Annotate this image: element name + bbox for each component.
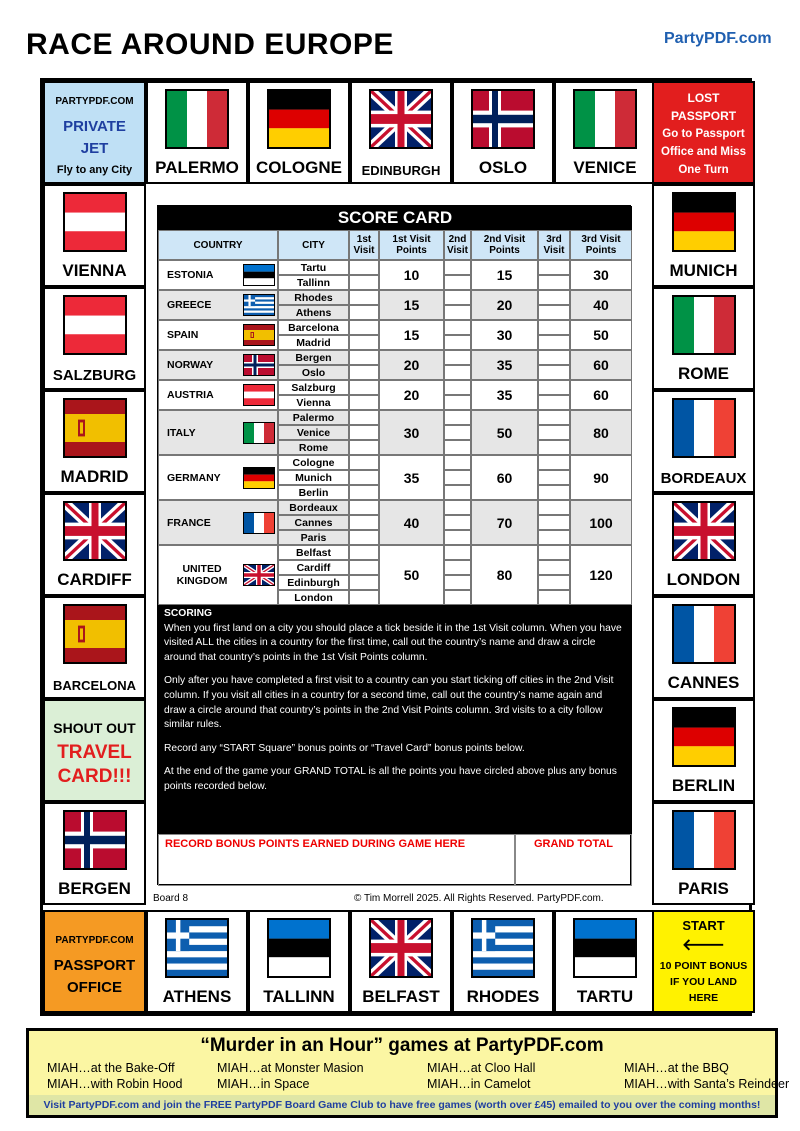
city-name: MUNICH <box>669 261 738 280</box>
flag-austria-icon <box>243 384 275 406</box>
p3-points[interactable]: 40 <box>570 290 632 320</box>
country-cell <box>158 290 278 320</box>
left-col-cardiff-square[interactable] <box>43 493 146 596</box>
city-name: MADRID <box>60 467 129 486</box>
flag-austria-icon <box>63 192 127 252</box>
country-cell <box>158 350 278 380</box>
flag-greece-icon <box>165 918 229 978</box>
bottom-row-belfast-square[interactable] <box>350 910 452 1013</box>
copyright: © Tim Morrell 2025. All Rights Reserved. PartyPDF.com. <box>354 893 604 904</box>
brand-link[interactable]: PartyPDF.com <box>664 30 772 47</box>
country-name: AUSTRIA <box>167 389 214 401</box>
private-jet-line1: PARTYPDF.COM <box>55 96 134 107</box>
second-visit-checkbox[interactable] <box>444 260 471 275</box>
first-visit-checkbox[interactable] <box>349 395 379 410</box>
flag-estonia-icon <box>267 918 331 978</box>
left-col-bergen-square[interactable] <box>43 802 146 905</box>
city-name: VENICE <box>573 158 637 177</box>
banner-game-link[interactable]: MIAH…in Camelot <box>427 1077 531 1091</box>
start-arrow: 🡐 <box>682 937 725 954</box>
flag-estonia-icon <box>573 918 637 978</box>
lost-passport-line3: Go to Passport <box>662 128 745 140</box>
city-cell: Belfast <box>278 545 349 560</box>
third-visit-checkbox[interactable] <box>538 290 570 305</box>
country-cell <box>158 455 278 500</box>
p1-points[interactable]: 20 <box>379 380 444 410</box>
flag-italy-icon <box>672 295 736 355</box>
city-cell: Bordeaux <box>278 500 349 515</box>
left-col-barcelona-square[interactable] <box>43 596 146 699</box>
header-country: COUNTRY <box>158 230 278 260</box>
first-visit-checkbox[interactable] <box>349 575 379 590</box>
passport-office-line2: PASSPORT <box>53 957 136 974</box>
lost-passport-line1: LOST <box>687 91 720 105</box>
country-name: UNITED KINGDOM <box>176 563 228 587</box>
second-visit-checkbox[interactable] <box>444 320 471 335</box>
flag-spain-icon <box>243 324 275 346</box>
city-name: CARDIFF <box>57 570 132 589</box>
header-p2: 2nd Visit Points <box>471 230 538 260</box>
country-cell <box>158 260 278 290</box>
city-name: ROME <box>678 364 729 383</box>
flag-uk-icon <box>672 501 736 561</box>
third-visit-checkbox[interactable] <box>538 545 570 560</box>
third-visit-checkbox[interactable] <box>538 590 570 605</box>
country-name: ITALY <box>167 426 196 439</box>
p3-points[interactable]: 80 <box>570 410 632 455</box>
flag-germany-icon <box>672 192 736 252</box>
grand-total-box[interactable] <box>515 834 632 886</box>
lost-passport-line4: Office and Miss <box>661 146 746 158</box>
city-cell: Bergen <box>278 350 349 365</box>
flag-italy-icon <box>573 89 637 149</box>
p3-points[interactable]: 60 <box>570 350 632 380</box>
right-col-rome-square[interactable] <box>652 287 755 390</box>
city-cell: Paris <box>278 530 349 545</box>
lost-passport-line2: PASSPORT <box>670 109 737 123</box>
p2-points[interactable]: 50 <box>471 410 538 455</box>
flag-italy-icon <box>165 89 229 149</box>
country-name: NORWAY <box>167 359 214 371</box>
city-cell: Salzburg <box>278 380 349 395</box>
city-name: PARIS <box>678 879 729 898</box>
left-col-vienna-square[interactable] <box>43 184 146 287</box>
city-cell: Rhodes <box>278 290 349 305</box>
third-visit-checkbox[interactable] <box>538 515 570 530</box>
city-name: CANNES <box>667 673 740 692</box>
third-visit-checkbox[interactable] <box>538 350 570 365</box>
third-visit-checkbox[interactable] <box>538 500 570 515</box>
p2-points[interactable]: 80 <box>471 545 538 605</box>
banner-game-link[interactable]: MIAH…at Cloo Hall <box>427 1061 536 1075</box>
header-v2: 2nd Visit <box>444 230 471 260</box>
flag-france-icon <box>672 604 736 664</box>
private-jet-line3: JET <box>80 140 109 157</box>
second-visit-checkbox[interactable] <box>444 365 471 380</box>
city-name: BARCELONA <box>52 678 137 693</box>
right-col-berlin-square[interactable] <box>652 699 755 802</box>
second-visit-checkbox[interactable] <box>444 545 471 560</box>
p2-points[interactable]: 30 <box>471 320 538 350</box>
city-cell: Cannes <box>278 515 349 530</box>
city-name: TARTU <box>576 987 634 1006</box>
header-p1: 1st Visit Points <box>379 230 444 260</box>
city-name: BORDEAUX <box>660 470 747 487</box>
right-col-london-square[interactable] <box>652 493 755 596</box>
city-cell: Madrid <box>278 335 349 350</box>
third-visit-checkbox[interactable] <box>538 365 570 380</box>
third-visit-checkbox[interactable] <box>538 305 570 320</box>
p1-points[interactable]: 35 <box>379 455 444 500</box>
city-cell: Munich <box>278 470 349 485</box>
country-name: SPAIN <box>167 329 199 341</box>
city-cell: London <box>278 590 349 605</box>
city-cell: Venice <box>278 425 349 440</box>
city-cell: Cardiff <box>278 560 349 575</box>
third-visit-checkbox[interactable] <box>538 485 570 500</box>
city-name: TALLINN <box>263 987 335 1006</box>
third-visit-checkbox[interactable] <box>538 560 570 575</box>
bonus-points-label: RECORD BONUS POINTS EARNED DURING GAME HERE <box>165 838 466 850</box>
third-visit-checkbox[interactable] <box>538 440 570 455</box>
p1-points[interactable]: 30 <box>379 410 444 455</box>
third-visit-checkbox[interactable] <box>538 320 570 335</box>
passport-office-line1: PARTYPDF.COM <box>55 935 134 946</box>
right-col-paris-square[interactable] <box>652 802 755 905</box>
third-visit-checkbox[interactable] <box>538 395 570 410</box>
p2-points[interactable]: 60 <box>471 455 538 500</box>
p3-points[interactable]: 50 <box>570 320 632 350</box>
private-jet-line4: Fly to any City <box>56 164 133 176</box>
first-visit-checkbox[interactable] <box>349 545 379 560</box>
country-name: GREECE <box>167 299 212 311</box>
private-jet-square[interactable] <box>43 81 146 184</box>
start-line4: HERE <box>688 992 719 1004</box>
banner-game-link[interactable]: MIAH…at the BBQ <box>624 1061 729 1075</box>
first-visit-checkbox[interactable] <box>349 260 379 275</box>
country-cell <box>158 410 278 455</box>
third-visit-checkbox[interactable] <box>538 410 570 425</box>
flag-austria-icon <box>63 295 127 355</box>
lost-passport-line5: One Turn <box>678 164 729 176</box>
flag-uk-icon <box>369 918 433 978</box>
city-cell: Berlin <box>278 485 349 500</box>
first-visit-checkbox[interactable] <box>349 485 379 500</box>
top-row-edinburgh-square[interactable] <box>350 81 452 184</box>
score-card <box>157 205 631 885</box>
p2-points[interactable]: 70 <box>471 500 538 545</box>
flag-norway-icon <box>243 354 275 376</box>
flag-uk-icon <box>243 564 275 586</box>
start-line3: IF YOU LAND <box>670 976 737 988</box>
first-visit-checkbox[interactable] <box>349 470 379 485</box>
second-visit-checkbox[interactable] <box>444 425 471 440</box>
second-visit-checkbox[interactable] <box>444 575 471 590</box>
p2-points[interactable]: 35 <box>471 350 538 380</box>
city-name: RHODES <box>466 987 540 1006</box>
scoring-paragraph: Record any “START Square” bonus points or “Travel Card” bonus points below. <box>164 742 525 754</box>
second-visit-checkbox[interactable] <box>444 335 471 350</box>
bottom-row-tartu-square[interactable] <box>554 910 656 1013</box>
header-v3: 3rd Visit <box>538 230 570 260</box>
second-visit-checkbox[interactable] <box>444 590 471 605</box>
right-col-munich-square[interactable] <box>652 184 755 287</box>
p1-points[interactable]: 50 <box>379 545 444 605</box>
passport-office-square[interactable] <box>43 910 146 1013</box>
banner-game-link[interactable]: MIAH…in Space <box>217 1077 310 1091</box>
second-visit-checkbox[interactable] <box>444 380 471 395</box>
left-col-salzburg-square[interactable] <box>43 287 146 390</box>
travel-card-line1: SHOUT OUT <box>53 720 136 736</box>
first-visit-checkbox[interactable] <box>349 380 379 395</box>
flag-germany-icon <box>267 89 331 149</box>
city-cell: Tallinn <box>278 275 349 290</box>
p3-points[interactable]: 100 <box>570 500 632 545</box>
second-visit-checkbox[interactable] <box>444 410 471 425</box>
header-v1: 1st Visit <box>349 230 379 260</box>
first-visit-checkbox[interactable] <box>349 425 379 440</box>
flag-france-icon <box>672 810 736 870</box>
flag-germany-icon <box>243 467 275 489</box>
scoring-paragraph: When you first land on a city you should place a tick beside it in the 1st Visit column. When you have visited ALL the cities in a country for the first time, call out the country’s name and draw a circle around that country’s points in the 1st Visit Points column. <box>164 622 622 663</box>
bottom-row-rhodes-square[interactable] <box>452 910 554 1013</box>
third-visit-checkbox[interactable] <box>538 275 570 290</box>
country-cell <box>158 500 278 545</box>
header-p3: 3rd Visit Points <box>570 230 632 260</box>
second-visit-checkbox[interactable] <box>444 290 471 305</box>
city-name: VIENNA <box>62 261 127 280</box>
city-cell: Vienna <box>278 395 349 410</box>
score-card-title: SCORE CARD <box>158 206 632 230</box>
p3-points[interactable]: 90 <box>570 455 632 500</box>
banner-footer[interactable]: Visit PartyPDF.com and join the FREE PartyPDF Board Game Club to have free games (worth over £45) emailed to you over the coming months! <box>29 1095 775 1115</box>
city-cell: Edinburgh <box>278 575 349 590</box>
country-name: ESTONIA <box>167 269 214 281</box>
flag-germany-icon <box>672 707 736 767</box>
first-visit-checkbox[interactable] <box>349 590 379 605</box>
city-cell: Barcelona <box>278 320 349 335</box>
start-square[interactable] <box>652 910 755 1013</box>
bonus-points-box[interactable] <box>158 834 515 886</box>
p2-points[interactable]: 20 <box>471 290 538 320</box>
travel-card-line3: CARD!!! <box>57 766 132 787</box>
p1-points[interactable]: 20 <box>379 350 444 380</box>
city-name: BERGEN <box>58 879 131 898</box>
flag-uk-icon <box>369 89 433 149</box>
city-cell: Rome <box>278 440 349 455</box>
scoring-paragraph: Only after you have completed a first visit to a country can you start ticking off cities in the 2nd Visit column. If you visit all cities in a country for a second time, call out the country’s name again and draw a circle around that country’s points in the 2nd Visit Points column. 3rd visits to a city follow similar rules. <box>164 675 614 731</box>
lost-passport-square[interactable] <box>652 81 755 184</box>
city-cell: Cologne <box>278 455 349 470</box>
first-visit-checkbox[interactable] <box>349 410 379 425</box>
country-name: GERMANY <box>167 471 221 484</box>
p3-points[interactable]: 120 <box>570 545 632 605</box>
third-visit-checkbox[interactable] <box>538 260 570 275</box>
second-visit-checkbox[interactable] <box>444 500 471 515</box>
p2-points[interactable]: 15 <box>471 260 538 290</box>
city-name: EDINBURGH <box>361 163 441 178</box>
second-visit-checkbox[interactable] <box>444 560 471 575</box>
bottom-row-athens-square[interactable] <box>146 910 248 1013</box>
promo-banner <box>26 1028 790 1118</box>
city-name: LONDON <box>666 570 741 589</box>
city-name: BERLIN <box>671 776 736 795</box>
country-cell <box>158 320 278 350</box>
first-visit-checkbox[interactable] <box>349 515 379 530</box>
flag-estonia-icon <box>243 264 275 286</box>
country-name: FRANCE <box>167 516 211 529</box>
third-visit-checkbox[interactable] <box>538 425 570 440</box>
city-name: OSLO <box>478 158 528 177</box>
first-visit-checkbox[interactable] <box>349 530 379 545</box>
first-visit-checkbox[interactable] <box>349 320 379 335</box>
banner-title: “Murder in an Hour” games at PartyPDF.com <box>200 1035 604 1056</box>
p3-points[interactable]: 60 <box>570 380 632 410</box>
grand-total-label: GRAND TOTAL <box>533 838 614 850</box>
right-col-cannes-square[interactable] <box>652 596 755 699</box>
travel-card-square[interactable] <box>43 699 146 802</box>
banner-game-link[interactable]: MIAH…at the Bake-Off <box>47 1061 175 1075</box>
second-visit-checkbox[interactable] <box>444 395 471 410</box>
city-name: COLOGNE <box>256 158 342 177</box>
first-visit-checkbox[interactable] <box>349 350 379 365</box>
first-visit-checkbox[interactable] <box>349 335 379 350</box>
left-col-madrid-square[interactable] <box>43 390 146 493</box>
first-visit-checkbox[interactable] <box>349 290 379 305</box>
first-visit-checkbox[interactable] <box>349 560 379 575</box>
private-jet-line2: PRIVATE <box>63 118 126 135</box>
second-visit-checkbox[interactable] <box>444 440 471 455</box>
country-cell <box>158 545 278 605</box>
p1-points[interactable]: 15 <box>379 320 444 350</box>
flag-france-icon <box>243 512 275 534</box>
flag-greece-icon <box>471 918 535 978</box>
flag-spain-icon <box>63 604 127 664</box>
flag-norway-icon <box>471 89 535 149</box>
board-label: Board 8 <box>153 893 189 904</box>
first-visit-checkbox[interactable] <box>349 500 379 515</box>
top-row-oslo-square[interactable] <box>452 81 554 184</box>
banner-game-link[interactable]: MIAH…with Robin Hood <box>47 1077 183 1091</box>
third-visit-checkbox[interactable] <box>538 455 570 470</box>
second-visit-checkbox[interactable] <box>444 515 471 530</box>
top-row-palermo-square[interactable] <box>146 81 248 184</box>
city-name: BELFAST <box>362 987 440 1006</box>
first-visit-checkbox[interactable] <box>349 440 379 455</box>
second-visit-checkbox[interactable] <box>444 470 471 485</box>
flag-greece-icon <box>243 294 275 316</box>
third-visit-checkbox[interactable] <box>538 335 570 350</box>
city-cell: Athens <box>278 305 349 320</box>
p1-points[interactable]: 10 <box>379 260 444 290</box>
banner-game-link[interactable]: MIAH…with Santa’s Reindeer <box>624 1077 790 1091</box>
third-visit-checkbox[interactable] <box>538 470 570 485</box>
city-cell: Oslo <box>278 365 349 380</box>
scoring-paragraph: At the end of the game your GRAND TOTAL is all the points you have circled above plus any bonus points recorded below. <box>164 766 617 793</box>
flag-france-icon <box>672 398 736 458</box>
first-visit-checkbox[interactable] <box>349 305 379 320</box>
top-row-cologne-square[interactable] <box>248 81 350 184</box>
page-title: RACE AROUND EUROPE <box>26 28 394 61</box>
flag-uk-icon <box>63 501 127 561</box>
p3-points[interactable]: 30 <box>570 260 632 290</box>
passport-office-line3: OFFICE <box>67 979 122 996</box>
second-visit-checkbox[interactable] <box>444 455 471 470</box>
start-line1: START <box>682 918 725 933</box>
city-name: SALZBURG <box>52 367 137 384</box>
travel-card-line2: TRAVEL <box>57 742 132 763</box>
p1-points[interactable]: 15 <box>379 290 444 320</box>
flag-spain-icon <box>63 398 127 458</box>
third-visit-checkbox[interactable] <box>538 575 570 590</box>
p1-points[interactable]: 40 <box>379 500 444 545</box>
second-visit-checkbox[interactable] <box>444 530 471 545</box>
second-visit-checkbox[interactable] <box>444 485 471 500</box>
city-cell: Palermo <box>278 410 349 425</box>
scoring-title: SCORING <box>164 608 213 619</box>
p2-points[interactable]: 35 <box>471 380 538 410</box>
country-cell <box>158 380 278 410</box>
scoring-rules <box>158 605 632 834</box>
third-visit-checkbox[interactable] <box>538 530 570 545</box>
flag-italy-icon <box>243 422 275 444</box>
second-visit-checkbox[interactable] <box>444 350 471 365</box>
city-name: PALERMO <box>155 158 239 177</box>
right-col-bordeaux-square[interactable] <box>652 390 755 493</box>
city-name: ATHENS <box>162 987 232 1006</box>
top-row-venice-square[interactable] <box>554 81 656 184</box>
flag-norway-icon <box>63 810 127 870</box>
header-city: CITY <box>278 230 349 260</box>
city-cell: Tartu <box>278 260 349 275</box>
first-visit-checkbox[interactable] <box>349 455 379 470</box>
third-visit-checkbox[interactable] <box>538 380 570 395</box>
second-visit-checkbox[interactable] <box>444 305 471 320</box>
bottom-row-tallinn-square[interactable] <box>248 910 350 1013</box>
second-visit-checkbox[interactable] <box>444 275 471 290</box>
first-visit-checkbox[interactable] <box>349 365 379 380</box>
start-line2: 10 POINT BONUS <box>659 960 748 972</box>
first-visit-checkbox[interactable] <box>349 275 379 290</box>
banner-game-link[interactable]: MIAH…at Monster Masion <box>217 1061 364 1075</box>
